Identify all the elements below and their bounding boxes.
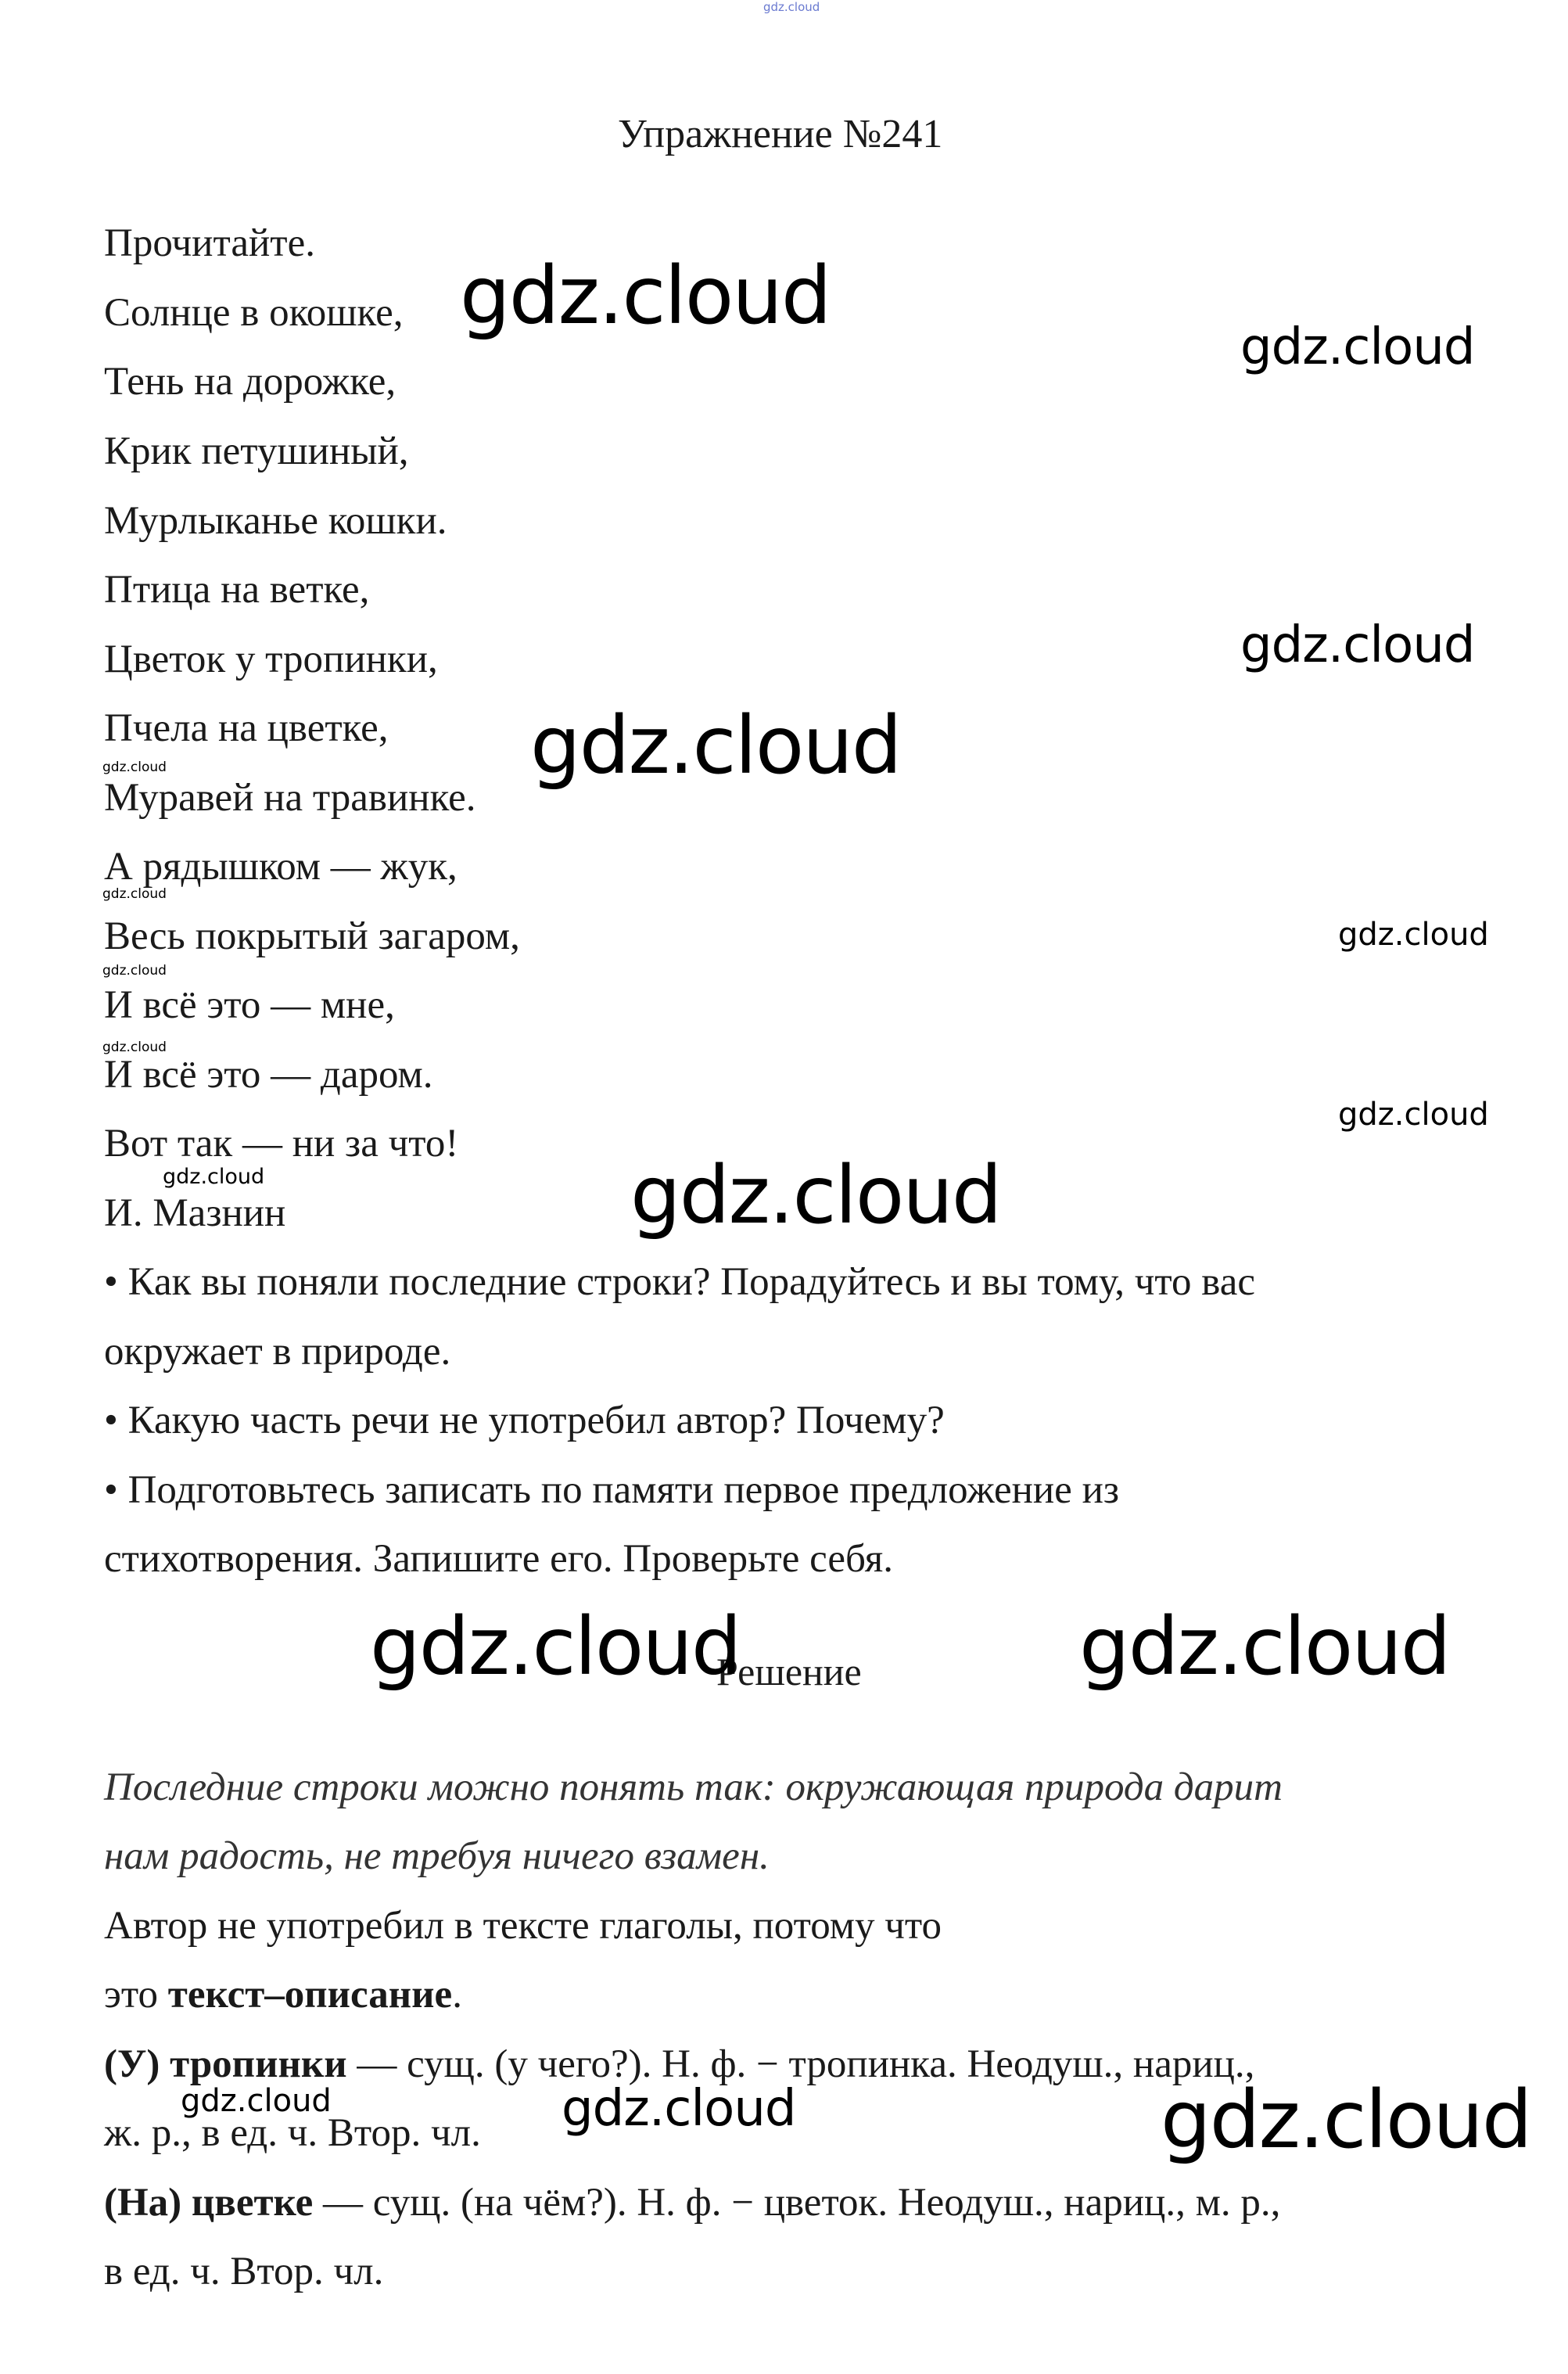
poem-line: Мурлыканье кошки. (104, 499, 447, 543)
poem-line: Пчела на цветке, (104, 706, 389, 750)
analysis-line: в ед. ч. Втор. чл. (104, 2250, 384, 2293)
watermark: gdz.cloud (163, 1165, 265, 1189)
poem-line: Вот так — ни за что! (104, 1122, 459, 1165)
question-line: • Какую часть речи не употребил автор? Почему? (104, 1399, 945, 1442)
page-title: Упражнение №241 (618, 112, 943, 156)
watermark: gdz.cloud (460, 250, 831, 343)
watermark: gdz.cloud (102, 760, 167, 775)
watermark: gdz.cloud (562, 2080, 796, 2138)
poem-line: Солнце в окошке, (104, 291, 404, 335)
question-line: • Как вы поняли последние строки? Порадуйтесь и вы тому, что вас (104, 1260, 1255, 1304)
watermark: gdz.cloud (1338, 1097, 1489, 1133)
text-suffix: . (452, 1973, 462, 2017)
poem-line: А рядышком — жук, (104, 845, 457, 889)
watermark: gdz.cloud (530, 699, 901, 792)
poem-line: Тень на дорожке, (104, 360, 396, 404)
poem-line: Весь покрытый загаром, (104, 914, 520, 958)
solution-line (104, 1975, 462, 2015)
poem-line: Муравей на травинке. (104, 776, 476, 820)
analysis-line (104, 2042, 1255, 2086)
watermark: gdz.cloud (1240, 616, 1475, 674)
text-prefix: это (104, 1973, 168, 2017)
analysis-word: (На) цветке (104, 2181, 314, 2225)
watermark: gdz.cloud (102, 886, 167, 902)
poem-line: Цветок у тропинки, (104, 637, 438, 681)
question-line: стихотворения. Запишите его. Проверьте себя. (104, 1537, 893, 1581)
question-line: окружает в природе. (104, 1330, 451, 1374)
watermark: gdz.cloud (1240, 318, 1475, 376)
analysis-text: — сущ. (на чём?). Н. ф. − цветок. Неодуш., нариц., м. р., (313, 2181, 1281, 2225)
poem-author: И. Мазнин (104, 1191, 286, 1235)
poem-line: И всё это — даром. (104, 1053, 433, 1097)
solution-heading: Решение (716, 1650, 862, 1693)
watermark: gdz.cloud (1338, 917, 1489, 953)
watermark: gdz.cloud (1079, 1600, 1450, 1693)
poem-line: Птица на ветке, (104, 568, 370, 612)
watermark: gdz.cloud (630, 1149, 1001, 1242)
solution-italic-line: нам радость, не требуя ничего взамен. (104, 1834, 770, 1878)
watermark: gdz.cloud (102, 1040, 167, 1055)
analysis-text: — сущ. (у чего?). Н. ф. − тропинка. Неодуш., нариц., (346, 2042, 1255, 2086)
poem-line: Крик петушиный, (104, 429, 409, 473)
watermark: gdz.cloud (370, 1600, 741, 1693)
watermark: gdz.cloud (1161, 2074, 1531, 2167)
analysis-word: (У) тропинки (104, 2042, 347, 2086)
watermark: gdz.cloud (181, 2083, 332, 2119)
watermark-top: gdz.cloud (763, 0, 820, 14)
analysis-line (104, 2183, 1280, 2223)
question-line: • Подготовьтесь записать по памяти первое предложение из (104, 1468, 1120, 1512)
text-type-term: текст–описание (167, 1973, 453, 2017)
solution-line: Автор не употребил в тексте глаголы, потому что (104, 1904, 942, 1948)
task-intro: Прочитайте. (104, 221, 315, 265)
poem-line: И всё это — мне, (104, 983, 395, 1027)
solution-italic-line: Последние строки можно понять так: окружающая природа дарит (104, 1765, 1283, 1809)
watermark: gdz.cloud (102, 963, 167, 979)
analysis-line: ж. р., в ед. ч. Втор. чл. (104, 2111, 481, 2155)
